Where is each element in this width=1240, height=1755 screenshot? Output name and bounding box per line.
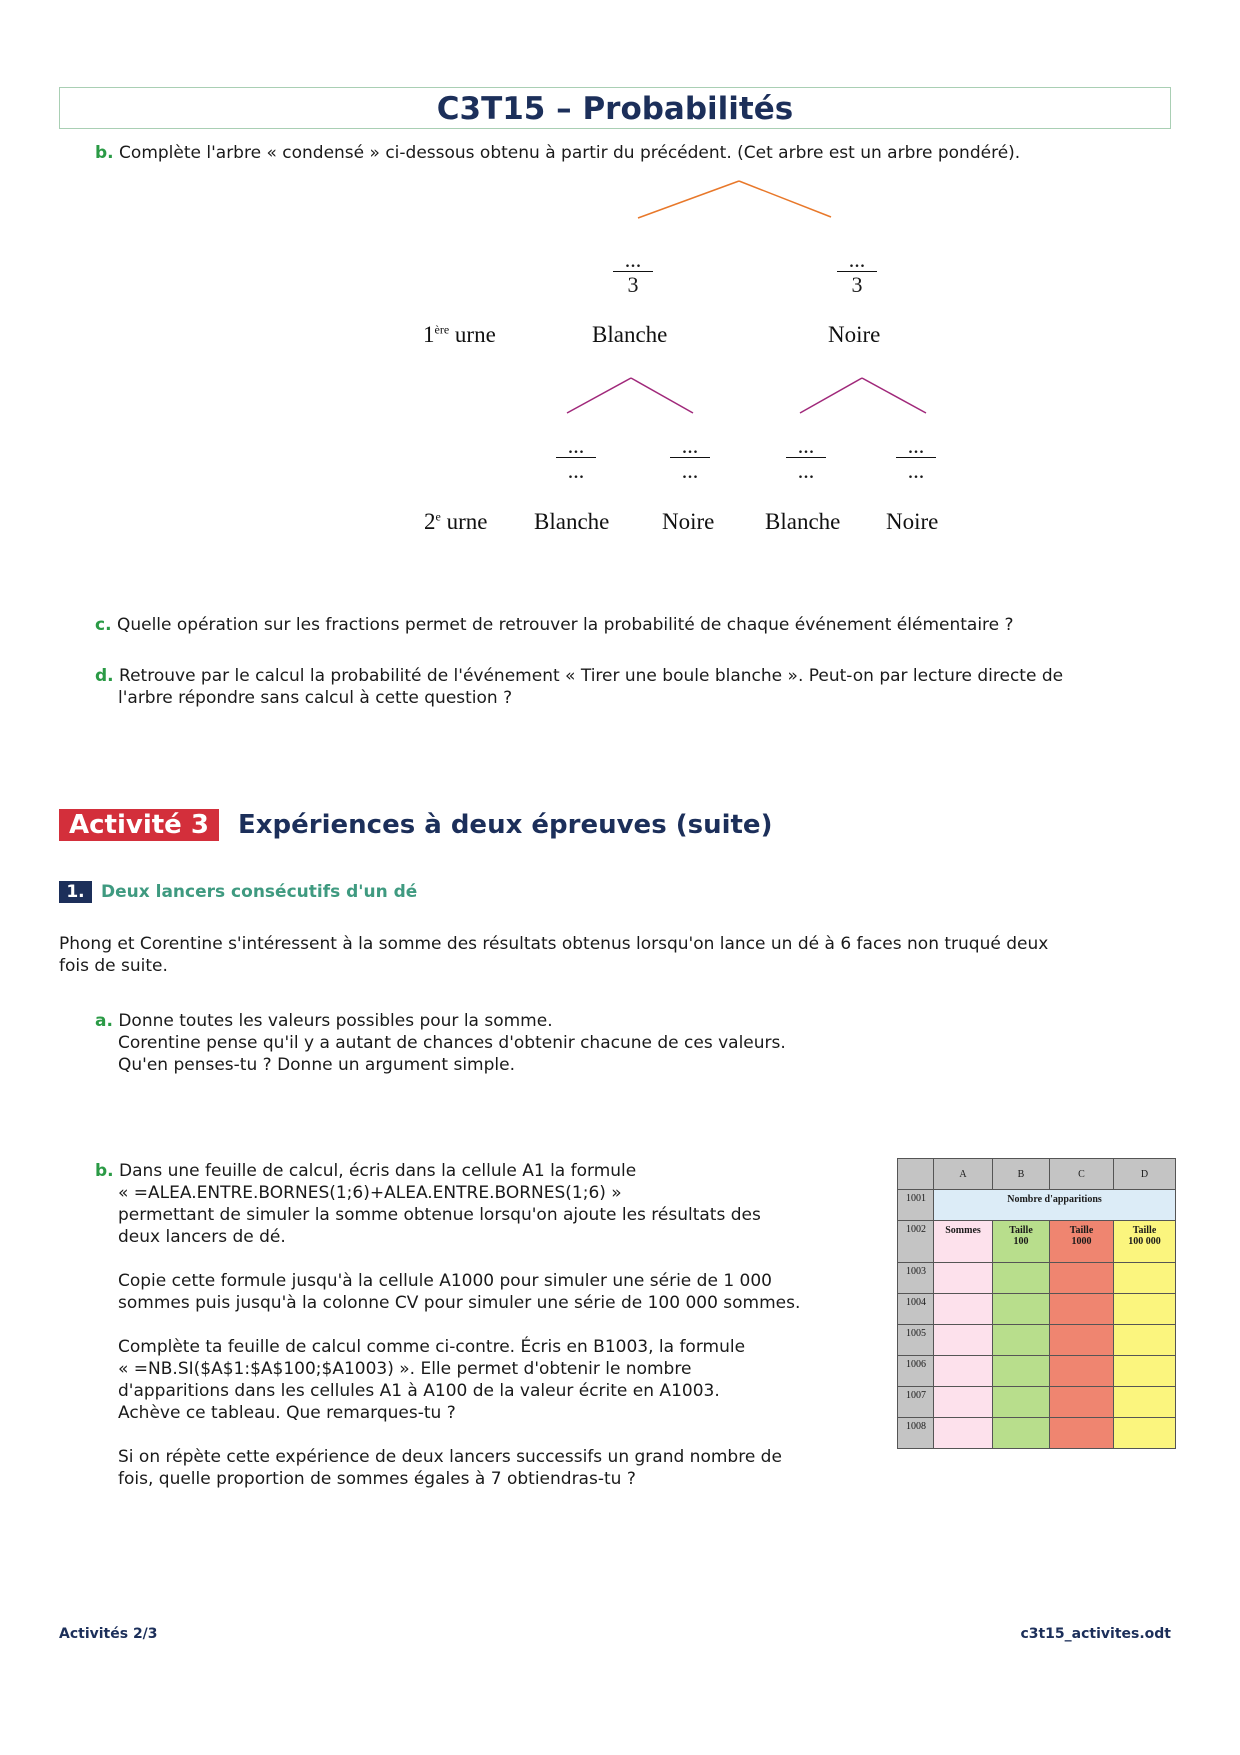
row-header: 1004 bbox=[898, 1294, 934, 1325]
cell-taille-100: Taille 100 bbox=[993, 1221, 1050, 1263]
activity-badge: Activité 3 bbox=[59, 809, 219, 841]
question-line: Donne toutes les valeurs possibles pour la somme. bbox=[118, 1011, 553, 1031]
data-cell bbox=[1050, 1294, 1114, 1325]
activity-title: Expériences à deux épreuves (suite) bbox=[238, 810, 773, 840]
section-number: 1. bbox=[59, 881, 92, 903]
question-text: Quelle opération sur les fractions permet de retrouver la probabilité de chaque événement élémentaire ? bbox=[116, 615, 1014, 635]
row-header: 1005 bbox=[898, 1325, 934, 1356]
question-letter: d. bbox=[95, 666, 114, 686]
tree-branch-blanche-left bbox=[567, 378, 631, 413]
question-line: Achève ce tableau. Que remarques-tu ? bbox=[118, 1403, 456, 1423]
row-header: 1008 bbox=[898, 1418, 934, 1449]
column-header-a: A bbox=[934, 1159, 993, 1190]
question-line: Corentine pense qu'il y a autant de chances d'obtenir chacune de ces valeurs. bbox=[118, 1033, 786, 1053]
tree-branch-root-left bbox=[638, 181, 739, 218]
data-cell bbox=[993, 1418, 1050, 1449]
cell-taille-1000: Taille 1000 bbox=[1050, 1221, 1114, 1263]
node-noire: Noire bbox=[828, 322, 881, 347]
urn2-label bbox=[424, 509, 487, 535]
row-header: 1006 bbox=[898, 1356, 934, 1387]
row-header: 1001 bbox=[898, 1190, 934, 1221]
data-cell bbox=[934, 1418, 993, 1449]
intro-line1: Phong et Corentine s'intéressent à la somme des résultats obtenus lorsqu'on lance un dé à 6 faces non truqué deux bbox=[59, 934, 1049, 954]
spreadsheet-table bbox=[897, 1158, 1176, 1449]
section-title: Deux lancers consécutifs d'un dé bbox=[101, 882, 418, 902]
urn-sup: e bbox=[435, 509, 441, 524]
data-cell bbox=[1050, 1325, 1114, 1356]
urn-word: urne bbox=[454, 322, 496, 347]
data-cell bbox=[1114, 1325, 1176, 1356]
question-line: « =NB.SI($A$1:$A$100;$A1003) ». Elle permet d'obtenir le nombre bbox=[118, 1359, 692, 1379]
data-cell bbox=[993, 1356, 1050, 1387]
footer-left: Activités 2/3 bbox=[59, 1626, 158, 1642]
data-cell bbox=[1050, 1418, 1114, 1449]
cell-sommes: Sommes bbox=[934, 1221, 993, 1263]
urn1-label bbox=[423, 322, 496, 348]
fraction-numerator: ... bbox=[613, 249, 653, 272]
question-line: fois, quelle proportion de sommes égales à 7 obtiendras-tu ? bbox=[118, 1469, 636, 1489]
fraction-denominator: ... bbox=[567, 458, 585, 483]
node-blanche-blanche: Blanche bbox=[534, 509, 610, 534]
data-cell bbox=[1050, 1387, 1114, 1418]
fraction-denominator: 3 bbox=[851, 272, 863, 297]
question-line: deux lancers de dé. bbox=[118, 1227, 286, 1247]
data-cell bbox=[993, 1387, 1050, 1418]
data-cell bbox=[993, 1325, 1050, 1356]
row-header: 1003 bbox=[898, 1263, 934, 1294]
intro-paragraph bbox=[59, 933, 1171, 977]
corner-cell bbox=[898, 1159, 934, 1190]
data-cell bbox=[934, 1356, 993, 1387]
fraction-blanche-noire[interactable] bbox=[670, 435, 710, 484]
fraction-numerator: ... bbox=[670, 435, 710, 458]
fraction-numerator: ... bbox=[896, 435, 936, 458]
question-letter: c. bbox=[95, 615, 112, 635]
question-line: Complète ta feuille de calcul comme ci-contre. Écris en B1003, la formule bbox=[118, 1337, 746, 1357]
question-line: Si on répète cette expérience de deux lancers successifs un grand nombre de bbox=[118, 1447, 782, 1467]
fraction-numerator: ... bbox=[837, 249, 877, 272]
node-noire-noire: Noire bbox=[886, 509, 939, 534]
data-cell bbox=[1114, 1356, 1176, 1387]
fraction-denominator: ... bbox=[797, 458, 815, 483]
column-header-d: D bbox=[1114, 1159, 1176, 1190]
node-blanche-noire: Noire bbox=[662, 509, 715, 534]
data-cell bbox=[993, 1263, 1050, 1294]
intro-line2: fois de suite. bbox=[59, 956, 168, 976]
tree-branch-root-right bbox=[739, 181, 831, 217]
tree-branch-noire-left bbox=[800, 378, 862, 413]
urn-number: 2 bbox=[424, 509, 436, 534]
data-cell bbox=[934, 1294, 993, 1325]
question-line: Copie cette formule jusqu'à la cellule A1000 pour simuler une série de 1 000 bbox=[118, 1271, 772, 1291]
activity-question-b bbox=[95, 1160, 875, 1490]
question-letter: b. bbox=[95, 1161, 114, 1181]
fraction-blanche[interactable] bbox=[613, 249, 653, 298]
fraction-noire-noire[interactable] bbox=[896, 435, 936, 484]
data-cell bbox=[1114, 1418, 1176, 1449]
fraction-blanche-blanche[interactable] bbox=[556, 435, 596, 484]
merged-cell: Nombre d'apparitions bbox=[934, 1190, 1176, 1221]
fraction-noire[interactable] bbox=[837, 249, 877, 298]
tree-branch-noire-right bbox=[862, 378, 926, 413]
fraction-denominator: 3 bbox=[627, 272, 639, 297]
data-cell bbox=[1114, 1294, 1176, 1325]
question-line: « =ALEA.ENTRE.BORNES(1;6)+ALEA.ENTRE.BORNES(1;6) » bbox=[118, 1183, 622, 1203]
column-header-c: C bbox=[1050, 1159, 1114, 1190]
question-line: permettant de simuler la somme obtenue lorsqu'on ajoute les résultats des bbox=[118, 1205, 761, 1225]
question-letter: a. bbox=[95, 1011, 113, 1031]
question-line: Qu'en penses-tu ? Donne un argument simple. bbox=[118, 1055, 515, 1075]
node-noire-blanche: Blanche bbox=[765, 509, 841, 534]
urn-word: urne bbox=[446, 509, 488, 534]
question-text-line2: l'arbre répondre sans calcul à cette question ? bbox=[118, 688, 513, 708]
question-text: Complète l'arbre « condensé » ci-dessous obtenu à partir du précédent. (Cet arbre est un arbre pondéré). bbox=[119, 143, 1021, 163]
data-cell bbox=[934, 1325, 993, 1356]
question-line: sommes puis jusqu'à la colonne CV pour simuler une série de 100 000 sommes. bbox=[118, 1293, 801, 1313]
row-header: 1002 bbox=[898, 1221, 934, 1263]
data-cell bbox=[1050, 1263, 1114, 1294]
urn-sup: ère bbox=[434, 322, 450, 337]
fraction-noire-blanche[interactable] bbox=[786, 435, 826, 484]
fraction-numerator: ... bbox=[786, 435, 826, 458]
data-cell bbox=[1050, 1356, 1114, 1387]
urn-number: 1 bbox=[423, 322, 435, 347]
question-c bbox=[95, 614, 1014, 636]
question-line: d'apparitions dans les cellules A1 à A100 de la valeur écrite en A1003. bbox=[118, 1381, 720, 1401]
cell-taille-100000: Taille 100 000 bbox=[1114, 1221, 1176, 1263]
data-cell bbox=[1114, 1387, 1176, 1418]
row-header: 1007 bbox=[898, 1387, 934, 1418]
tree-branch-blanche-right bbox=[631, 378, 693, 413]
column-header-b: B bbox=[993, 1159, 1050, 1190]
question-letter: b. bbox=[95, 143, 114, 163]
data-cell bbox=[1114, 1263, 1176, 1294]
question-text-line1: Retrouve par le calcul la probabilité de l'événement « Tirer une boule blanche ». Peut-on par lecture directe de bbox=[119, 666, 1064, 686]
data-cell bbox=[934, 1387, 993, 1418]
page-title: C3T15 – Probabilités bbox=[59, 87, 1171, 129]
activity-question-a bbox=[95, 1010, 786, 1076]
node-blanche: Blanche bbox=[592, 322, 668, 347]
data-cell bbox=[993, 1294, 1050, 1325]
fraction-denominator: ... bbox=[907, 458, 925, 483]
question-line: Dans une feuille de calcul, écris dans la cellule A1 la formule bbox=[119, 1161, 637, 1181]
data-cell bbox=[934, 1263, 993, 1294]
fraction-numerator: ... bbox=[556, 435, 596, 458]
footer-right: c3t15_activites.odt bbox=[1020, 1626, 1171, 1642]
fraction-denominator: ... bbox=[681, 458, 699, 483]
question-d bbox=[95, 665, 1175, 709]
